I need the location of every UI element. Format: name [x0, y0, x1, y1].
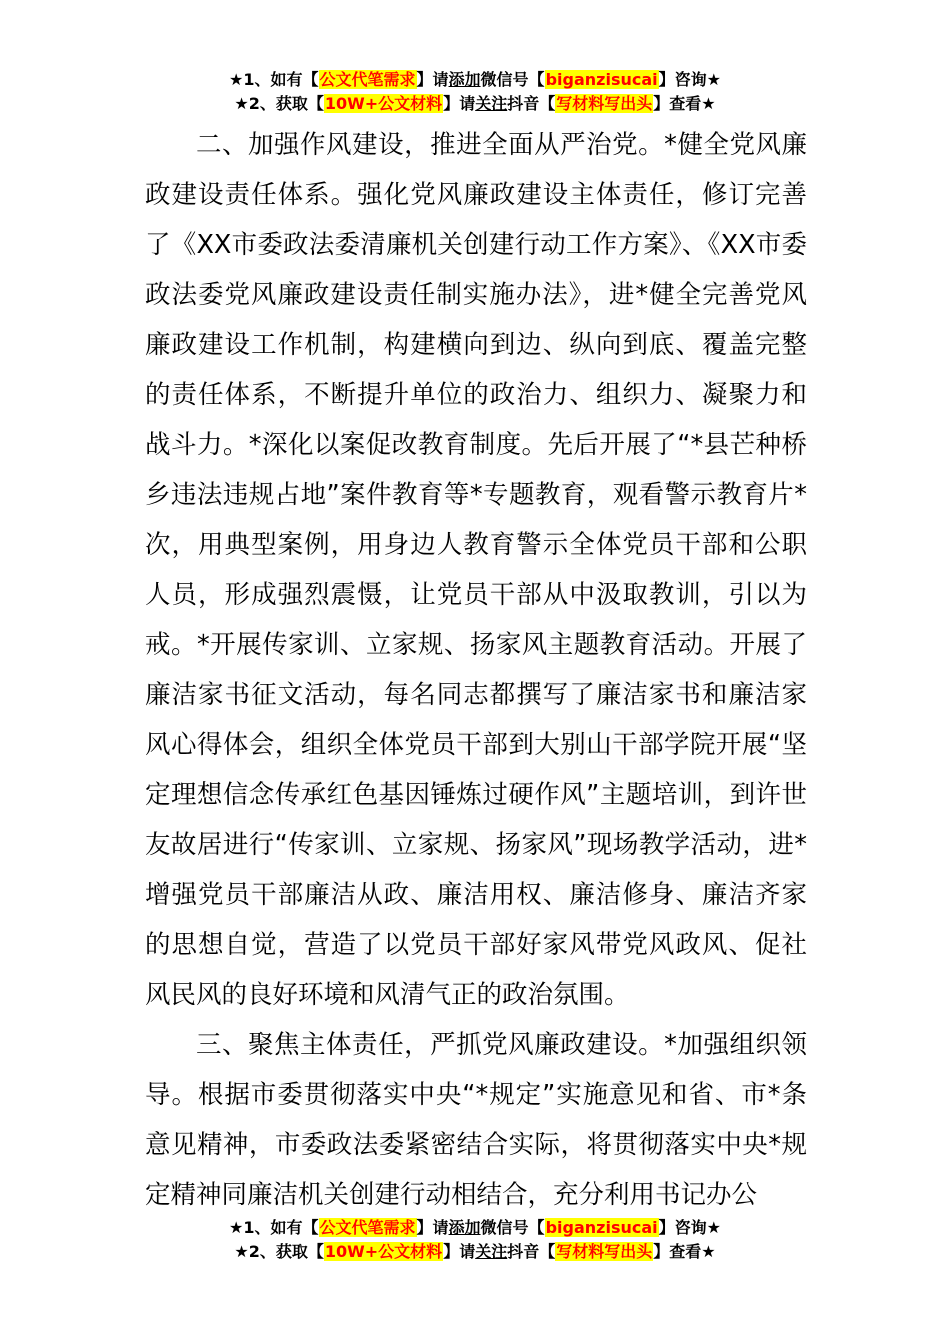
- header-line-2-highlight-materials: 10W+公文材料: [324, 94, 443, 113]
- footer-line-2-prefix: ★2、获取【: [234, 1242, 324, 1261]
- footer-line-2-suffix: 】查看★: [653, 1242, 716, 1261]
- header-line-2-prefix: ★2、获取【: [234, 94, 324, 113]
- paragraph-section-three: 三、聚焦主体责任，严抓党风廉政建设。*加强组织领导。根据市委贯彻落实中央“*规定”实施意见和省、市*条意见精神，市委政法委紧密结合实际，将贯彻落实中央*规定精神同廉洁机关创建行动相结合，充分利用书记办公: [145, 1030, 807, 1210]
- footer-line-1-highlight-service: 公文代笔需求: [319, 1218, 416, 1237]
- footer-line-2-text: 】请: [443, 1242, 476, 1261]
- footer-line-1-prefix: ★1、如有【: [229, 1218, 319, 1237]
- footer-line-2-text-2: 抖音【: [507, 1242, 556, 1261]
- footer-line-1-text-2: 微信号【: [480, 1218, 545, 1237]
- header-line-1-underlined: 添加: [448, 70, 481, 89]
- footer-line-1-underlined: 添加: [448, 1218, 481, 1237]
- header-line-2-suffix: 】查看★: [653, 94, 716, 113]
- header-line-1-suffix: 】咨询★: [658, 70, 721, 89]
- header-line-2-text: 】请: [443, 94, 476, 113]
- header-line-1: [0, 68, 950, 92]
- header-line-2: [0, 92, 950, 116]
- header-banner: [0, 68, 950, 116]
- footer-banner: [0, 1216, 950, 1264]
- header-line-2-underlined: 关注: [475, 94, 508, 113]
- footer-line-1: [0, 1216, 950, 1240]
- footer-line-1-highlight-wechat: biganzisucai: [545, 1218, 658, 1237]
- header-line-1-highlight-service: 公文代笔需求: [319, 70, 416, 89]
- footer-line-2-underlined: 关注: [475, 1242, 508, 1261]
- footer-line-1-suffix: 】咨询★: [658, 1218, 721, 1237]
- header-line-1-prefix: ★1、如有【: [229, 70, 319, 89]
- header-line-1-highlight-wechat: biganzisucai: [545, 70, 658, 89]
- footer-line-1-text: 】请: [416, 1218, 449, 1237]
- footer-line-2-highlight-douyin: 写材料写出头: [556, 1242, 653, 1261]
- document-body: [145, 120, 807, 1220]
- header-line-2-highlight-douyin: 写材料写出头: [556, 94, 653, 113]
- header-line-1-text-2: 微信号【: [480, 70, 545, 89]
- paragraph-section-two: 二、加强作风建设，推进全面从严治党。*健全党风廉政建设责任体系。强化党风廉政建设主体责任，修订完善了《XX市委政法委清廉机关创建行动工作方案》、《XX市委政法委党风廉政建设责任制实施办法》，进*健全完善党风廉政建设工作机制，构建横向到边、纵向到底、覆盖完整的责任体系，不断提升单位的政治力、组织力、凝聚力和战斗力。*深化以案促改教育制度。先后开展了“*县芒种桥乡违法违规占地”案件教育等*专题教育，观看警示教育片*次，用典型案例，用身边人教育警示全体党员干部和公职人员，形成强烈震慑，让党员干部从中汲取教训，引以为戒。*开展传家训、立家规、扬家风主题教育活动。开展了廉洁家书征文活动，每名同志都撰写了廉洁家书和廉洁家风心得体会，组织全体党员干部到大别山干部学院开展“坚定理想信念传承红色基因锤炼过硬作风”主题培训，到许世友故居进行“传家训、立家规、扬家风”现场教学活动，进*增强党员干部廉洁从政、廉洁用权、廉洁修身、廉洁齐家的思想自觉，营造了以党员干部好家风带党风政风、促社风民风的良好环境和风清气正的政治氛围。: [145, 130, 807, 1010]
- footer-line-2-highlight-materials: 10W+公文材料: [324, 1242, 443, 1261]
- footer-line-2: [0, 1240, 950, 1264]
- header-line-2-text-2: 抖音【: [507, 94, 556, 113]
- header-line-1-text: 】请: [416, 70, 449, 89]
